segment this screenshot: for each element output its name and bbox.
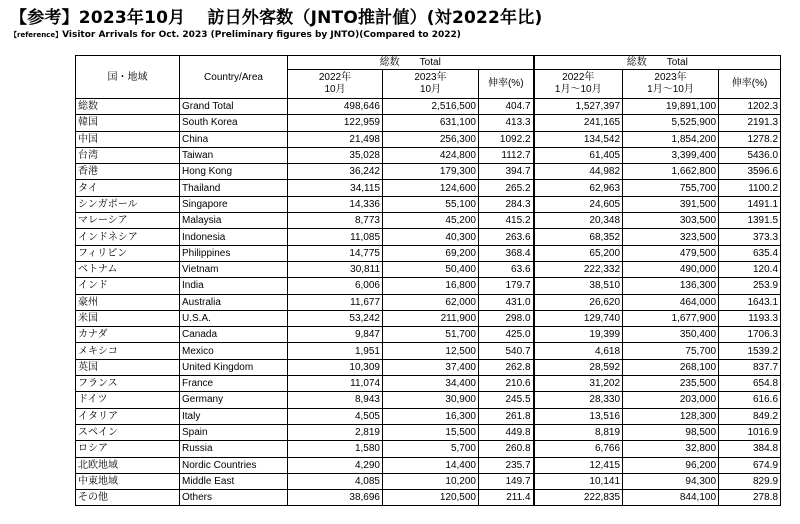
cell-region-ja: 北欧地域 xyxy=(76,457,180,473)
cell-ytd-2022: 12,415 xyxy=(534,457,623,473)
cell-oct-2023: 12,500 xyxy=(383,343,479,359)
table-row xyxy=(76,213,781,229)
title-heading: 訪日外客数（JNTO推計値）(対2022年比) xyxy=(207,8,543,28)
cell-oct-2023: 424,800 xyxy=(383,147,479,163)
table-row xyxy=(76,408,781,424)
cell-region-ja: 台湾 xyxy=(76,147,180,163)
table-header xyxy=(76,56,781,99)
cell-oct-2022: 14,336 xyxy=(288,196,383,212)
cell-ytd-2023: 75,700 xyxy=(623,343,719,359)
cell-ytd-2022: 65,200 xyxy=(534,245,623,261)
cell-region-ja: メキシコ xyxy=(76,343,180,359)
cell-region-en: Hong Kong xyxy=(180,164,288,180)
header-2023-oct: 2023年 10月 xyxy=(383,70,479,99)
cell-ytd-2023: 203,000 xyxy=(623,392,719,408)
table-row xyxy=(76,278,781,294)
cell-oct-2022: 8,943 xyxy=(288,392,383,408)
cell-ytd-2022: 4,618 xyxy=(534,343,623,359)
cell-ytd-2023: 136,300 xyxy=(623,278,719,294)
cell-oct-growth: 1112.7 xyxy=(479,147,534,163)
cell-oct-2022: 38,696 xyxy=(288,490,383,506)
cell-oct-2023: 51,700 xyxy=(383,327,479,343)
cell-oct-growth: 210.6 xyxy=(479,376,534,392)
cell-ytd-2023: 391,500 xyxy=(623,196,719,212)
cell-ytd-2022: 6,766 xyxy=(534,441,623,457)
cell-ytd-2023: 323,500 xyxy=(623,229,719,245)
cell-ytd-2023: 96,200 xyxy=(623,457,719,473)
cell-region-en: Grand Total xyxy=(180,99,288,115)
cell-oct-2022: 14,775 xyxy=(288,245,383,261)
cell-ytd-growth: 849.2 xyxy=(719,408,781,424)
cell-ytd-growth: 674.9 xyxy=(719,457,781,473)
cell-region-ja: 韓国 xyxy=(76,115,180,131)
cell-oct-2023: 37,400 xyxy=(383,359,479,375)
cell-ytd-growth: 616.6 xyxy=(719,392,781,408)
cell-ytd-2023: 3,399,400 xyxy=(623,147,719,163)
cell-ytd-growth: 654.8 xyxy=(719,376,781,392)
cell-region-ja: インド xyxy=(76,278,180,294)
cell-oct-2023: 34,400 xyxy=(383,376,479,392)
title-period: 【参考】2023年10月 xyxy=(10,8,186,28)
cell-oct-growth: 394.7 xyxy=(479,164,534,180)
cell-oct-2022: 36,242 xyxy=(288,164,383,180)
cell-ytd-growth: 1016.9 xyxy=(719,424,781,440)
cell-oct-2022: 34,115 xyxy=(288,180,383,196)
cell-ytd-growth: 1706.3 xyxy=(719,327,781,343)
cell-region-en: Nordic Countries xyxy=(180,457,288,473)
table-row xyxy=(76,164,781,180)
header-group-ytd: 総数 Total xyxy=(534,56,781,70)
header-region-en: Country/Area xyxy=(180,56,288,99)
cell-region-ja: カナダ xyxy=(76,327,180,343)
cell-region-en: Russia xyxy=(180,441,288,457)
cell-region-en: United Kingdom xyxy=(180,359,288,375)
cell-region-en: South Korea xyxy=(180,115,288,131)
header-group-month: 総数 Total xyxy=(288,56,534,70)
cell-oct-growth: 298.0 xyxy=(479,310,534,326)
cell-region-ja: タイ xyxy=(76,180,180,196)
cell-ytd-2023: 1,854,200 xyxy=(623,131,719,147)
table-row xyxy=(76,457,781,473)
cell-region-ja: インドネシア xyxy=(76,229,180,245)
cell-oct-growth: 235.7 xyxy=(479,457,534,473)
cell-oct-2023: 2,516,500 xyxy=(383,99,479,115)
cell-oct-2022: 11,074 xyxy=(288,376,383,392)
cell-oct-growth: 415.2 xyxy=(479,213,534,229)
cell-region-ja: 総数 xyxy=(76,99,180,115)
cell-ytd-growth: 1643.1 xyxy=(719,294,781,310)
cell-region-en: Middle East xyxy=(180,473,288,489)
cell-ytd-2023: 128,300 xyxy=(623,408,719,424)
cell-oct-2023: 30,900 xyxy=(383,392,479,408)
cell-oct-growth: 179.7 xyxy=(479,278,534,294)
cell-oct-growth: 260.8 xyxy=(479,441,534,457)
table-row xyxy=(76,441,781,457)
cell-ytd-2023: 844,100 xyxy=(623,490,719,506)
cell-oct-growth: 1092.2 xyxy=(479,131,534,147)
cell-ytd-2022: 62,963 xyxy=(534,180,623,196)
cell-ytd-growth: 1193.3 xyxy=(719,310,781,326)
table-row xyxy=(76,196,781,212)
table-row xyxy=(76,294,781,310)
cell-oct-growth: 63.6 xyxy=(479,261,534,277)
cell-region-ja: 中東地域 xyxy=(76,473,180,489)
cell-region-en: Canada xyxy=(180,327,288,343)
cell-ytd-2022: 1,527,397 xyxy=(534,99,623,115)
table-body xyxy=(76,99,781,506)
header-2023-ytd: 2023年 1月～10月 xyxy=(623,70,719,99)
cell-region-ja: スペイン xyxy=(76,424,180,440)
cell-oct-growth: 265.2 xyxy=(479,180,534,196)
cell-ytd-growth: 373.3 xyxy=(719,229,781,245)
cell-ytd-growth: 635.4 xyxy=(719,245,781,261)
cell-ytd-growth: 278.8 xyxy=(719,490,781,506)
cell-region-en: Spain xyxy=(180,424,288,440)
cell-oct-2023: 16,800 xyxy=(383,278,479,294)
cell-region-ja: ロシア xyxy=(76,441,180,457)
cell-region-en: Indonesia xyxy=(180,229,288,245)
cell-oct-growth: 245.5 xyxy=(479,392,534,408)
cell-ytd-growth: 1202.3 xyxy=(719,99,781,115)
cell-ytd-growth: 120.4 xyxy=(719,261,781,277)
cell-oct-2023: 120,500 xyxy=(383,490,479,506)
cell-ytd-2023: 94,300 xyxy=(623,473,719,489)
cell-ytd-2022: 241,165 xyxy=(534,115,623,131)
cell-ytd-2022: 44,982 xyxy=(534,164,623,180)
cell-oct-2022: 4,085 xyxy=(288,473,383,489)
cell-oct-2022: 8,773 xyxy=(288,213,383,229)
visitor-arrivals-table xyxy=(75,55,781,506)
cell-region-en: U.S.A. xyxy=(180,310,288,326)
table-row xyxy=(76,376,781,392)
subtitle-reference-tag: 【reference】 xyxy=(10,31,63,39)
cell-region-ja: その他 xyxy=(76,490,180,506)
cell-oct-2023: 179,300 xyxy=(383,164,479,180)
table-row xyxy=(76,131,781,147)
cell-region-ja: 香港 xyxy=(76,164,180,180)
cell-ytd-2022: 129,740 xyxy=(534,310,623,326)
cell-ytd-2022: 222,835 xyxy=(534,490,623,506)
cell-oct-2023: 55,100 xyxy=(383,196,479,212)
cell-ytd-growth: 1539.2 xyxy=(719,343,781,359)
cell-oct-growth: 261.8 xyxy=(479,408,534,424)
cell-ytd-2023: 1,662,800 xyxy=(623,164,719,180)
cell-region-en: Malaysia xyxy=(180,213,288,229)
cell-region-en: Germany xyxy=(180,392,288,408)
cell-oct-growth: 449.8 xyxy=(479,424,534,440)
cell-ytd-2022: 31,202 xyxy=(534,376,623,392)
cell-oct-growth: 540.7 xyxy=(479,343,534,359)
cell-oct-growth: 404.7 xyxy=(479,99,534,115)
cell-ytd-2022: 19,399 xyxy=(534,327,623,343)
cell-ytd-2023: 303,500 xyxy=(623,213,719,229)
header-2022-ytd: 2022年 1月～10月 xyxy=(534,70,623,99)
table-row xyxy=(76,473,781,489)
cell-ytd-growth: 3596.6 xyxy=(719,164,781,180)
cell-oct-growth: 284.3 xyxy=(479,196,534,212)
cell-ytd-2023: 19,891,100 xyxy=(623,99,719,115)
cell-region-ja: 中国 xyxy=(76,131,180,147)
cell-ytd-2023: 350,400 xyxy=(623,327,719,343)
cell-ytd-2022: 28,592 xyxy=(534,359,623,375)
cell-oct-2022: 122,959 xyxy=(288,115,383,131)
cell-region-ja: イタリア xyxy=(76,408,180,424)
cell-oct-2023: 15,500 xyxy=(383,424,479,440)
table-row xyxy=(76,343,781,359)
cell-oct-growth: 413.3 xyxy=(479,115,534,131)
cell-region-ja: フランス xyxy=(76,376,180,392)
table-row xyxy=(76,424,781,440)
cell-ytd-2023: 32,800 xyxy=(623,441,719,457)
cell-ytd-2022: 10,141 xyxy=(534,473,623,489)
cell-region-en: Singapore xyxy=(180,196,288,212)
cell-oct-2022: 1,951 xyxy=(288,343,383,359)
cell-oct-2022: 4,505 xyxy=(288,408,383,424)
table-row xyxy=(76,261,781,277)
cell-region-ja: ベトナム xyxy=(76,261,180,277)
cell-oct-2022: 1,580 xyxy=(288,441,383,457)
cell-region-ja: 豪州 xyxy=(76,294,180,310)
cell-region-en: France xyxy=(180,376,288,392)
cell-region-ja: シンガポール xyxy=(76,196,180,212)
cell-ytd-growth: 837.7 xyxy=(719,359,781,375)
cell-oct-growth: 431.0 xyxy=(479,294,534,310)
cell-ytd-2022: 26,620 xyxy=(534,294,623,310)
cell-ytd-2023: 755,700 xyxy=(623,180,719,196)
cell-ytd-2023: 5,525,900 xyxy=(623,115,719,131)
cell-oct-2023: 256,300 xyxy=(383,131,479,147)
cell-oct-growth: 149.7 xyxy=(479,473,534,489)
cell-ytd-growth: 2191.3 xyxy=(719,115,781,131)
cell-region-en: Others xyxy=(180,490,288,506)
table-row xyxy=(76,359,781,375)
cell-oct-2022: 10,309 xyxy=(288,359,383,375)
cell-ytd-growth: 1278.2 xyxy=(719,131,781,147)
cell-ytd-2023: 268,100 xyxy=(623,359,719,375)
header-2022-oct: 2022年 10月 xyxy=(288,70,383,99)
cell-oct-2023: 14,400 xyxy=(383,457,479,473)
cell-oct-2023: 69,200 xyxy=(383,245,479,261)
cell-region-en: Philippines xyxy=(180,245,288,261)
cell-ytd-2022: 8,819 xyxy=(534,424,623,440)
cell-ytd-growth: 1391.5 xyxy=(719,213,781,229)
cell-oct-2022: 4,290 xyxy=(288,457,383,473)
cell-oct-growth: 368.4 xyxy=(479,245,534,261)
cell-region-en: Mexico xyxy=(180,343,288,359)
cell-region-en: Taiwan xyxy=(180,147,288,163)
cell-ytd-2022: 24,605 xyxy=(534,196,623,212)
cell-ytd-2022: 13,516 xyxy=(534,408,623,424)
subtitle-text: Visitor Arrivals for Oct. 2023 (Preliminary figures by JNTO)(Compared to 2022) xyxy=(62,30,461,40)
table-row xyxy=(76,310,781,326)
cell-oct-growth: 263.6 xyxy=(479,229,534,245)
cell-region-en: India xyxy=(180,278,288,294)
cell-oct-2022: 35,028 xyxy=(288,147,383,163)
cell-oct-2023: 62,000 xyxy=(383,294,479,310)
page-title xyxy=(10,3,542,28)
cell-oct-2023: 50,400 xyxy=(383,261,479,277)
cell-oct-2023: 5,700 xyxy=(383,441,479,457)
cell-oct-2023: 211,900 xyxy=(383,310,479,326)
cell-oct-2022: 498,646 xyxy=(288,99,383,115)
cell-region-en: Australia xyxy=(180,294,288,310)
cell-oct-growth: 211.4 xyxy=(479,490,534,506)
table-row xyxy=(76,327,781,343)
cell-ytd-2023: 479,500 xyxy=(623,245,719,261)
cell-ytd-growth: 384.8 xyxy=(719,441,781,457)
cell-oct-2022: 53,242 xyxy=(288,310,383,326)
cell-oct-2022: 30,811 xyxy=(288,261,383,277)
cell-ytd-growth: 1491.1 xyxy=(719,196,781,212)
table-row xyxy=(76,99,781,115)
cell-ytd-growth: 829.9 xyxy=(719,473,781,489)
cell-region-ja: マレーシア xyxy=(76,213,180,229)
cell-oct-2022: 11,085 xyxy=(288,229,383,245)
table-row xyxy=(76,147,781,163)
cell-ytd-2022: 38,510 xyxy=(534,278,623,294)
cell-ytd-growth: 1100.2 xyxy=(719,180,781,196)
cell-oct-2023: 10,200 xyxy=(383,473,479,489)
cell-oct-growth: 262.8 xyxy=(479,359,534,375)
cell-oct-2022: 9,847 xyxy=(288,327,383,343)
cell-region-ja: 英国 xyxy=(76,359,180,375)
cell-oct-growth: 425.0 xyxy=(479,327,534,343)
page-subtitle xyxy=(10,30,461,40)
cell-ytd-2023: 235,500 xyxy=(623,376,719,392)
cell-oct-2022: 6,006 xyxy=(288,278,383,294)
cell-region-en: Thailand xyxy=(180,180,288,196)
cell-ytd-2023: 98,500 xyxy=(623,424,719,440)
cell-ytd-2023: 490,000 xyxy=(623,261,719,277)
table-row xyxy=(76,245,781,261)
cell-oct-2022: 11,677 xyxy=(288,294,383,310)
header-growth-oct: 伸率(%) xyxy=(479,70,534,99)
cell-ytd-2023: 1,677,900 xyxy=(623,310,719,326)
cell-region-ja: 米国 xyxy=(76,310,180,326)
cell-oct-2023: 124,600 xyxy=(383,180,479,196)
table-row xyxy=(76,180,781,196)
cell-oct-2023: 631,100 xyxy=(383,115,479,131)
cell-ytd-2022: 20,348 xyxy=(534,213,623,229)
cell-ytd-2022: 222,332 xyxy=(534,261,623,277)
cell-ytd-2022: 28,330 xyxy=(534,392,623,408)
cell-oct-2022: 21,498 xyxy=(288,131,383,147)
cell-ytd-growth: 253.9 xyxy=(719,278,781,294)
cell-oct-2023: 40,300 xyxy=(383,229,479,245)
header-growth-ytd: 伸率(%) xyxy=(719,70,781,99)
table-row xyxy=(76,229,781,245)
header-region-ja: 国・地域 xyxy=(76,56,180,99)
cell-region-ja: ドイツ xyxy=(76,392,180,408)
table-row xyxy=(76,392,781,408)
cell-ytd-2022: 68,352 xyxy=(534,229,623,245)
cell-oct-2023: 16,300 xyxy=(383,408,479,424)
cell-region-en: China xyxy=(180,131,288,147)
table-row xyxy=(76,490,781,506)
cell-ytd-2023: 464,000 xyxy=(623,294,719,310)
cell-ytd-2022: 134,542 xyxy=(534,131,623,147)
cell-oct-2022: 2,819 xyxy=(288,424,383,440)
cell-region-en: Vietnam xyxy=(180,261,288,277)
cell-region-ja: フィリピン xyxy=(76,245,180,261)
cell-region-en: Italy xyxy=(180,408,288,424)
cell-ytd-growth: 5436.0 xyxy=(719,147,781,163)
cell-ytd-2022: 61,405 xyxy=(534,147,623,163)
cell-oct-2023: 45,200 xyxy=(383,213,479,229)
table-row xyxy=(76,115,781,131)
